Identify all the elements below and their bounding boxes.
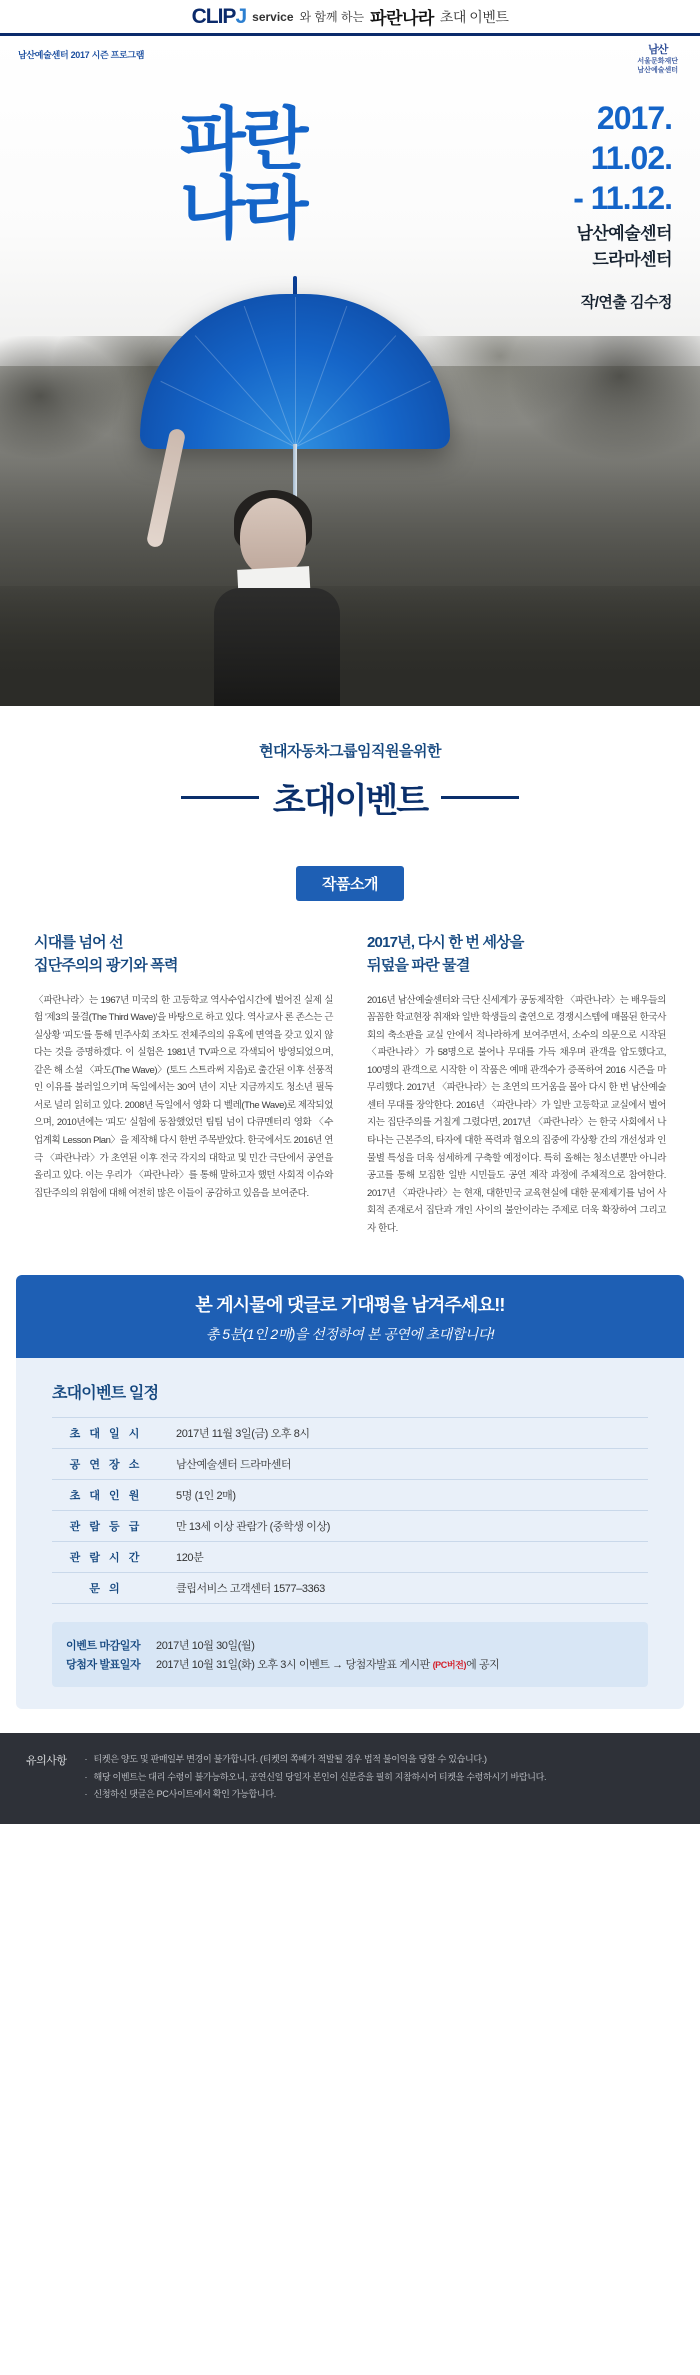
poster-credit: 작/연출 김수정	[580, 294, 672, 311]
intro-left-body: 〈파란나라〉는 1967년 미국의 한 고등학교 역사수업시간에 벌어진 실제 실험 '제3의 물결(The Third Wave)'을 바탕으로 하고 있다. 역사교사 론 존스는 근실상황 '피도'를 통해 민주사회 조차도 전체주의의 유혹에 면역을 갖고 있지 않다는 것을 증명하겠다. 이 실험은 1981년 TV파으로 각색되어 방영되었으며, 같은 해 소설 〈파도(The Wave)〉(토드 스트라써 지음)로 출간된 이후 선풍적인 이유를 불러일으키며 독일에서는 30여 년이 지난 지금까지도 청소년 필독서로 널리 읽히고 있다. 2008년 독일에서 영화 디 벨레(The Wave)로 제작되었으며, 2010년에는 '피도' 실험에 동참했었던 팀팀 넘이 다큐멘터리 영화 〈수업계획 Lesson Plan〉을 제작해 다시 한번 주목받았다. 한국에서도 2016년 연극 〈파란나라〉가 초연된 이후 전국 각지의 대학교 및 민간 극단에서 공연을 올리고 있다. 이는 우리가 〈파란나라〉를 통해 말하고자 했던 사회적 이슈와 집단주의의 위험에 대해 여전히 많은 이들이 공감하고 있음을 보여준다.	[34, 994, 333, 1199]
schedule-label: 관 람 시 간	[69, 1552, 143, 1565]
notice-value-text: 2017년 10월 31일(화) 오후 3시 이벤트 → 당첨자발표 게시판	[156, 1659, 430, 1672]
invite-title: 초대이벤트	[272, 782, 428, 820]
notice-label: 이벤트 마감일자	[66, 1640, 141, 1653]
notice-value-tail: 에 공지	[466, 1659, 500, 1672]
event-header-line1: 본 게시물에 댓글로 기대평을 남겨주세요!!	[195, 1295, 505, 1316]
notice-value-highlight: (PC버전)	[432, 1660, 467, 1671]
schedule-value: 5명 (1인 2매)	[176, 1490, 236, 1503]
schedule-label: 문 의	[89, 1583, 123, 1596]
namsan-logo-mark: 남산	[648, 44, 668, 56]
event-header-line2: 총 5분(1인 2매)을 선정하여 본 공연에 초대합니다!	[205, 1326, 495, 1343]
umbrella-canopy	[140, 294, 450, 449]
schedule-title: 초대이벤트 일정	[52, 1385, 159, 1403]
schedule-value: 클립서비스 고객센터 1577–3363	[176, 1583, 325, 1596]
event-box	[16, 1275, 684, 1709]
clip-logo-text: CLIP	[191, 4, 236, 28]
invite-rule-right	[441, 796, 519, 799]
table-row	[52, 1573, 648, 1604]
footer-list	[85, 1751, 547, 1804]
schedule-label: 관 람 등 급	[69, 1521, 143, 1534]
table-row	[52, 1542, 648, 1573]
invite-title-row	[0, 773, 700, 822]
namsan-logo-line2: 남산예술센터	[637, 66, 678, 74]
page-header	[0, 0, 700, 36]
poster-date-line1: 2017.	[596, 100, 672, 136]
clip-logo[interactable]	[192, 5, 247, 29]
table-row	[52, 1418, 648, 1449]
schedule-label: 공 연 장 소	[69, 1459, 143, 1472]
intro-columns	[0, 901, 700, 1237]
header-event-label: 초대 이벤트	[439, 8, 509, 25]
poster-date-line3: - 11.12.	[573, 180, 672, 216]
intro-right-body: 2016년 남산예술센터와 극단 신세계가 공동제작한 〈파란나라〉는 배우들의 꼼꼼한 학교현장 취재와 일반 학생들의 출연으로 경쟁시스템에 매몰된 한국사회의 축소판을 교실 안에서 적나라하게 보여주면서, 소수의 의문으로 시작된 〈파란나라〉가 58명으로 불어나 무대를 가득 채우며 관객을 압도했다고, 100명의 관객으로 시작한 이 작품은 예매 관객수가 증폭하여 2016 시즌을 마무리했다. 2017년 〈파란나라〉는 초연의 뜨거움을 몰아 다시 한 번 남산예술센터 무대를 장악한다. 2016년 〈파란나라〉가 일반 고등학교 교실에서 벌어지는 집단주의를 거칠게 그렸다면, 2017년 〈파란나라〉는 한국 사회에서 나타나는 근본주의, 타자에 대한 폭력과 혐오의 집중에 각상황 간의 개선성과 인물별 특성을 더욱 섬세하게 구축할 예정이다. 특히 올해는 청소년뿐만 아니라 공고를 통해 모집한 일반 시민들도 공연 제작 과정에 주체적으로 참여한다. 2017년 〈파란나라〉는 현재, 대한민국 교육현실에 대한 문제제기를 넘어 사회적 존재로서 집단과 개인 사이의 불안이라는 주제로 더욱 확장하여 그리고자 한다.	[367, 994, 666, 1234]
poster-dates	[573, 98, 672, 218]
notice-row	[66, 1637, 634, 1653]
notice-box	[52, 1622, 648, 1687]
schedule-value: 2017년 11월 3일(금) 오후 8시	[176, 1428, 310, 1441]
namsan-logo-line1: 서울문화재단	[637, 57, 678, 65]
table-row	[52, 1449, 648, 1480]
person-head	[240, 498, 306, 576]
intro-column-left	[34, 931, 333, 1237]
page-footer	[0, 1733, 700, 1824]
invite-section	[0, 706, 700, 832]
poster-venue	[576, 221, 672, 272]
event-header	[16, 1275, 684, 1358]
notice-value: 2017년 10월 30일(월)	[156, 1640, 255, 1653]
list-item: · 신청하신 댓글은 PC사이트에서 확인 가능합니다.	[85, 1786, 547, 1804]
intro-column-right	[367, 931, 666, 1237]
intro-right-heading	[367, 931, 666, 978]
umbrella-illustration	[140, 294, 450, 459]
clip-logo-j: J	[235, 4, 247, 28]
notice-value	[156, 1656, 499, 1672]
list-item: · 해당 이벤트는 대리 수령이 불가능하오니, 공연신일 당일자 본인이 신분증을 필히 지참하시어 티켓을 수령하시기 바랍니다.	[85, 1769, 547, 1787]
intro-left-heading-line2: 집단주의의 광기와 폭력	[34, 957, 178, 975]
event-body	[16, 1358, 684, 1604]
poster-title-line2: 나라	[180, 171, 306, 248]
schedule-value: 남산예술센터 드라마센터	[176, 1459, 292, 1472]
table-row	[52, 1480, 648, 1511]
intro-left-heading	[34, 931, 333, 978]
poster-date-line2: 11.02.	[590, 140, 672, 176]
intro-right-heading-line2: 뒤덮을 파란 물결	[367, 957, 470, 975]
intro-badge: 작품소개	[296, 866, 404, 901]
header-with-label: 와 함께 하는	[299, 10, 365, 24]
intro-right-heading-line1: 2017년, 다시 한 번 세상을	[367, 934, 524, 951]
footer-title: 유의사항	[26, 1755, 67, 1768]
intro-left-heading-line1: 시대를 넘어 선	[34, 934, 123, 951]
notice-row	[66, 1656, 634, 1672]
poster-venue-line1: 남산예술센터	[576, 224, 672, 243]
invite-rule-left	[181, 796, 259, 799]
schedule-label: 초 대 일 시	[69, 1428, 143, 1441]
notice-label: 당첨자 발표일자	[66, 1659, 141, 1672]
intro-badge-wrap	[0, 866, 700, 901]
schedule-label: 초 대 인 원	[69, 1490, 143, 1503]
list-item: · 티켓은 양도 및 판매일부 변경이 불가합니다. (티켓의 쪽배가 적발될 경우 법적 불이익을 당할 수 있습니다.)	[85, 1751, 547, 1769]
poster-title-line1: 파란	[180, 102, 306, 178]
namsan-logo	[637, 44, 678, 75]
schedule-value: 만 13세 이상 관람가 (중학생 이상)	[176, 1521, 330, 1534]
person-body	[214, 588, 340, 706]
poster-program-line: 남산예술센터 2017 시즌 프로그램	[18, 50, 145, 60]
schedule-value: 120분	[176, 1552, 204, 1565]
schedule-table	[52, 1417, 648, 1604]
poster-title	[180, 102, 306, 248]
table-row	[52, 1511, 648, 1542]
poster-image	[0, 36, 700, 706]
poster-venue-line2: 드라마센터	[592, 249, 672, 269]
invite-subtitle: 현대자동차그룹임직원을위한	[259, 743, 441, 760]
header-service-label: service	[252, 9, 294, 24]
person-figure	[196, 456, 376, 706]
header-brand-label: 파란나라	[370, 9, 434, 28]
